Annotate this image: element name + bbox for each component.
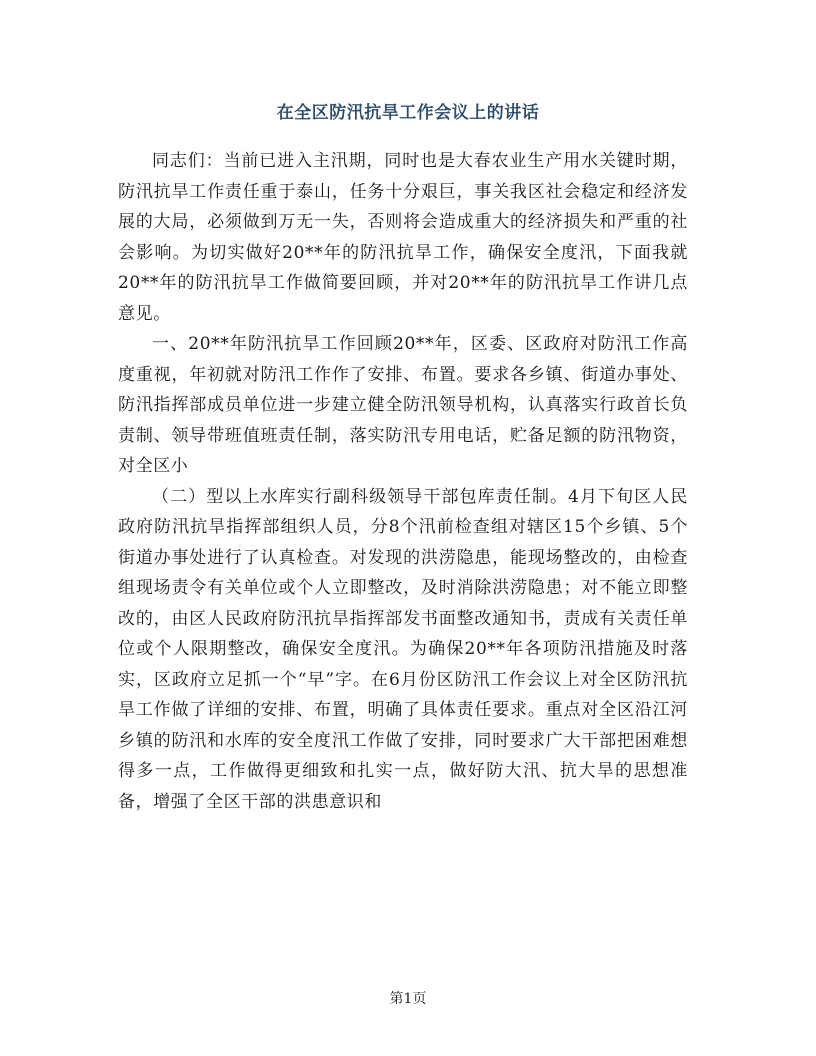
paragraph-review: 一、20**年防汛抗旱工作回顾20**年，区委、区政府对防汛工作高度重视，年初就对防汛工作作了安排、布置。要求各乡镇、街道办事处、防汛指挥部成员单位进一步建立健全防汛领导机构，认真落实行政首长负责制、领导带班值班责任制，落实防汛专用电话，贮备足额的防汛物资，对全区小: [118, 334, 688, 476]
page-number: 第1页: [389, 991, 427, 1007]
paragraph-inspection: （二）型以上水库实行副科级领导干部包库责任制。4月下旬区人民政府防汛抗旱指挥部组织人员，分8个汛前检查组对辖区15个乡镇、5个街道办事处进行了认真检查。对发现的洪涝隐患，能现场整改的，由检查组现场责令有关单位或个人立即整改，及时消除洪涝隐患；对不能立即整改的，由区人民政府防汛抗旱指挥部发书面整改通知书，责成有关责任单位或个人限期整改，确保安全度汛。为确保20**年各项防汛措施及时落实，区政府立足抓一个“早”字。在6月份区防汛工作会议上对全区防汛抗旱工作做了详细的安排、布置，明确了具体责任要求。重点对全区沿江河乡镇的防汛和水库的安全度汛工作做了安排，同时要求广大干部把困难想得多一点，工作做得更细致和扎实一点，做好防大汛、抗大旱的思想准备，增强了全区干部的洪患意识和: [118, 486, 688, 812]
paragraph-greeting: 同志们：当前已进入主汛期，同时也是大春农业生产用水关键时期，防汛抗旱工作责任重于泰山，任务十分艰巨，事关我区社会稳定和经济发展的大局，必须做到万无一失，否则将会造成重大的经济损失和严重的社会影响。为切实做好20**年的防汛抗旱工作，确保安全度汛，下面我就20**年的防汛抗旱工作做简要回顾，并对20**年的防汛抗旱工作讲几点意见。: [118, 151, 688, 324]
document-body: [118, 146, 688, 817]
page-title: 在全区防汛抗旱工作会议上的讲话: [276, 103, 540, 123]
